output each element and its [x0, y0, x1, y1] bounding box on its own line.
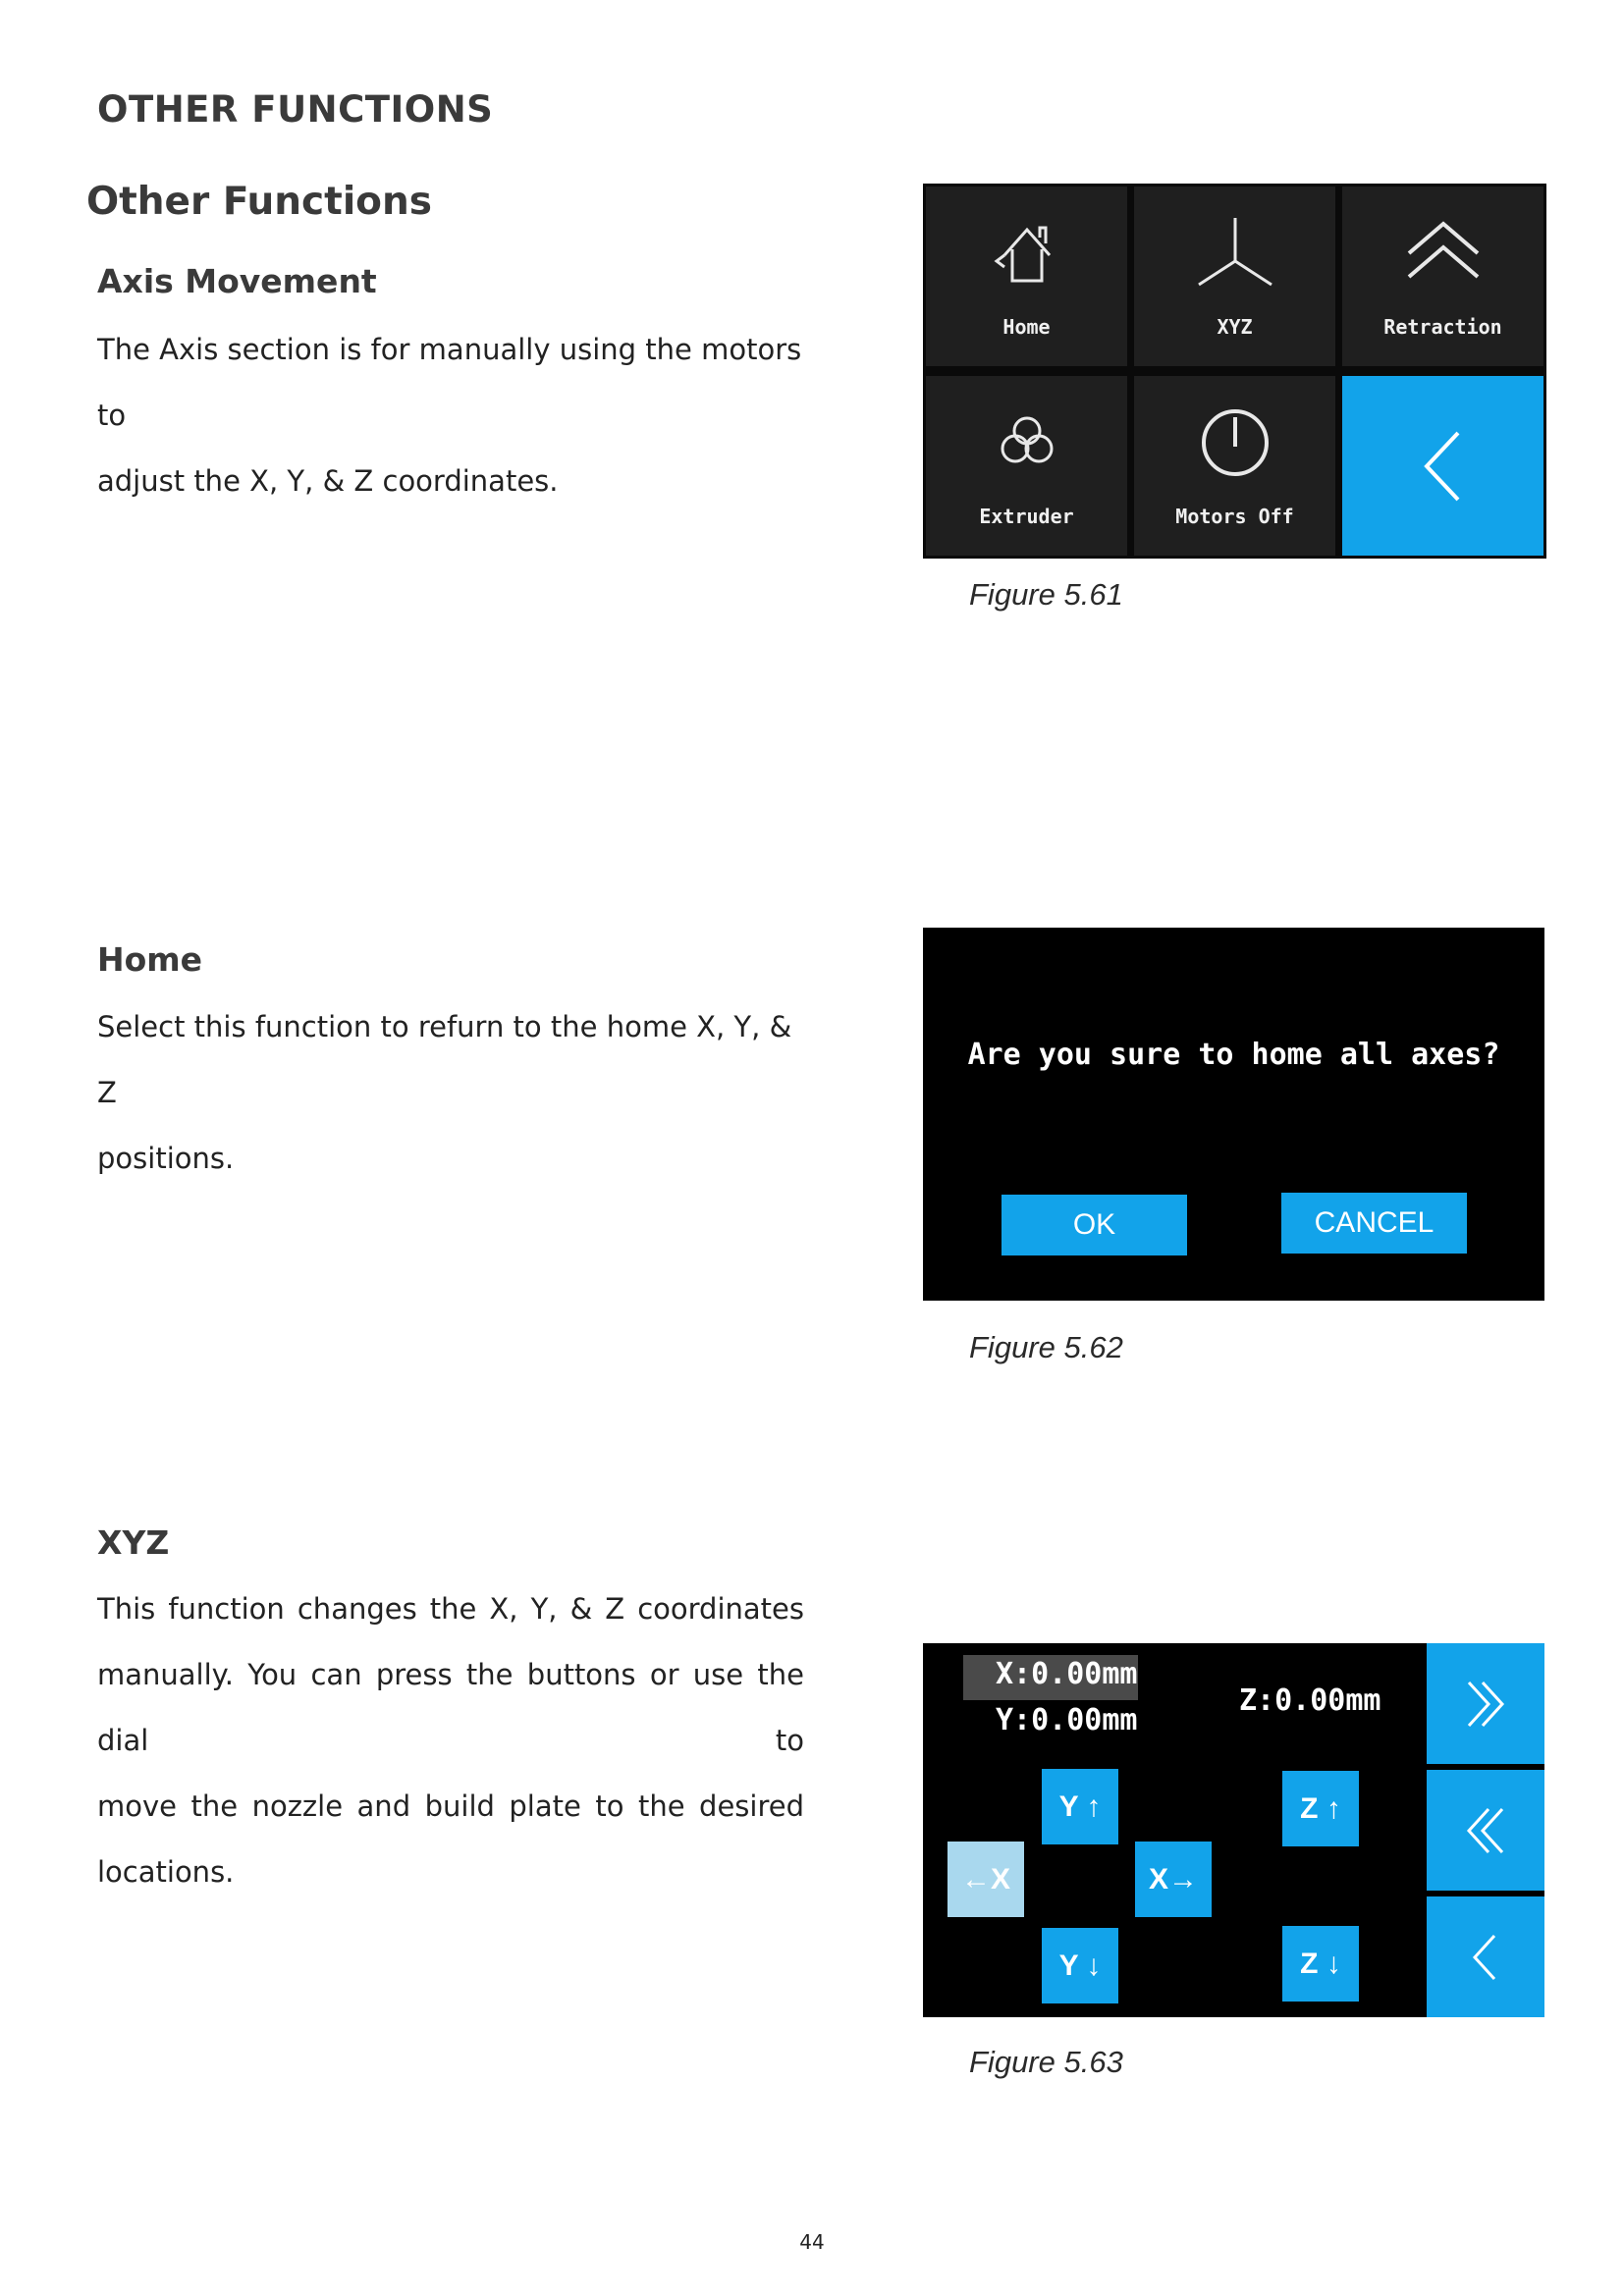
- z-readout: Z:0.00mm: [1239, 1683, 1381, 1718]
- figure-5-62-home-confirm-screen: [923, 928, 1544, 1301]
- xyz-line-2: manually. You can press the buttons or use the dial to: [97, 1658, 804, 1757]
- axis-movement-heading: Axis Movement: [97, 262, 377, 300]
- double-chevron-up-icon: [1342, 214, 1543, 293]
- xyz-tile-label: XYZ: [1217, 315, 1253, 339]
- xyz-axes-icon: [1134, 214, 1335, 293]
- figure-5-63-xyz-screen: [923, 1643, 1544, 2017]
- y-readout: Y:0.00mm: [996, 1703, 1138, 1737]
- chevron-left-icon: [1461, 1928, 1510, 1987]
- home-text: [97, 994, 804, 1192]
- back-tile[interactable]: [1342, 376, 1543, 556]
- home-line-2: positions.: [97, 1142, 235, 1175]
- xyz-line-4: locations.: [97, 1855, 235, 1889]
- section-title: Other Functions: [86, 180, 432, 224]
- home-confirm-question: Are you sure to home all axes?: [967, 1038, 1500, 1072]
- home-heading: Home: [97, 940, 203, 979]
- x-readout: X:0.00mm: [996, 1657, 1138, 1691]
- xyz-line-1: This function changes the X, Y, & Z coordinates: [97, 1592, 804, 1626]
- figure-5-63-caption: Figure 5.63: [969, 2045, 1123, 2079]
- y-down-button[interactable]: Y ↓: [1042, 1928, 1118, 2003]
- axis-movement-text: [97, 317, 804, 514]
- xyz-tile[interactable]: [1134, 187, 1335, 366]
- extruder-tile-label: Extruder: [979, 505, 1074, 528]
- x-left-button[interactable]: ←X: [947, 1842, 1024, 1917]
- page-header-title: OTHER FUNCTIONS: [97, 88, 494, 131]
- back-chevron-icon: [1413, 427, 1472, 506]
- motors-off-tile-label: Motors Off: [1175, 505, 1294, 528]
- x-right-button[interactable]: X→: [1135, 1842, 1212, 1917]
- retraction-tile-label: Retraction: [1383, 315, 1502, 339]
- double-chevron-left-icon: [1461, 1801, 1510, 1860]
- double-chevron-right-icon: [1461, 1675, 1510, 1734]
- home-tile[interactable]: [926, 187, 1127, 366]
- ok-button[interactable]: OK: [1001, 1195, 1187, 1255]
- figure-5-61-menu-screen: [923, 184, 1546, 559]
- page-number: 44: [799, 2230, 825, 2254]
- y-up-button[interactable]: Y ↑: [1042, 1769, 1118, 1844]
- xyz-line-3: move the nozzle and build plate to the desired: [97, 1789, 804, 1823]
- home-icon: [926, 214, 1127, 293]
- axis-movement-line-1: The Axis section is for manually using the motors to: [97, 333, 802, 432]
- next-page-button[interactable]: [1427, 1643, 1544, 1764]
- back-button[interactable]: [1427, 1896, 1544, 2017]
- power-icon: [1134, 403, 1335, 482]
- previous-page-button[interactable]: [1427, 1770, 1544, 1891]
- extruder-icon: [926, 403, 1127, 482]
- extruder-tile[interactable]: [926, 376, 1127, 556]
- axis-movement-line-2: adjust the X, Y, & Z coordinates.: [97, 464, 559, 498]
- xyz-text: [97, 1576, 804, 1905]
- retraction-tile[interactable]: [1342, 187, 1543, 366]
- home-line-1: Select this function to refurn to the home X, Y, & Z: [97, 1010, 792, 1109]
- z-down-button[interactable]: Z ↓: [1282, 1926, 1359, 2002]
- xyz-heading: XYZ: [97, 1523, 170, 1562]
- figure-5-61-caption: Figure 5.61: [969, 577, 1123, 612]
- figure-5-62-caption: Figure 5.62: [969, 1330, 1123, 1364]
- z-up-button[interactable]: Z ↑: [1282, 1771, 1359, 1846]
- home-tile-label: Home: [1002, 315, 1051, 339]
- motors-off-tile[interactable]: [1134, 376, 1335, 556]
- cancel-button[interactable]: CANCEL: [1281, 1193, 1467, 1254]
